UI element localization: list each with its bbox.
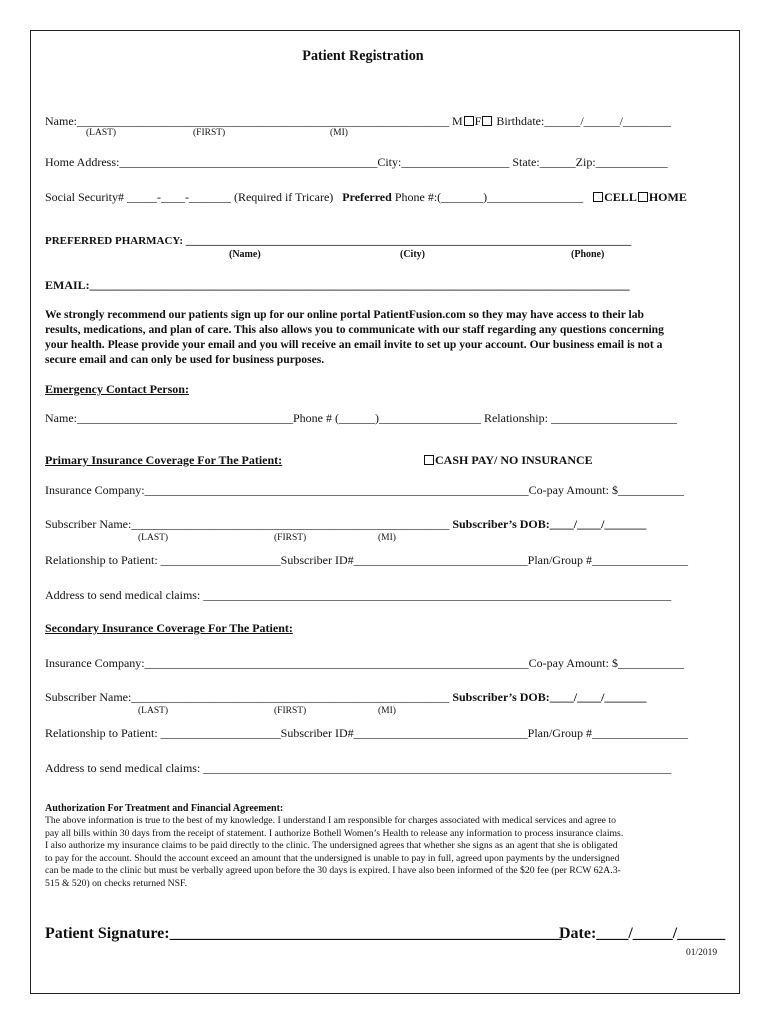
home-address-field[interactable]: Home Address:___________________________________________City:__________________ State:______Zip:____________ bbox=[45, 155, 668, 169]
portal-notice-line-3: your health. Please provide your email and you will receive an email invite to set up your account. Our business email is not a bbox=[45, 338, 663, 351]
secondary-subscriber-field[interactable]: Subscriber Name:_____________________________________________________ bbox=[45, 690, 450, 704]
female-checkbox[interactable] bbox=[482, 116, 492, 126]
preferred-label: Preferred bbox=[342, 190, 392, 204]
primary-company-field[interactable]: Insurance Company:________________________________________________________________Co-pay Amount: $___________ bbox=[45, 483, 684, 497]
primary-mi-caption: (MI) bbox=[378, 533, 396, 543]
secondary-mi-caption: (MI) bbox=[378, 706, 396, 716]
portal-notice-line-1: We strongly recommend our patients sign up for our online portal PatientFusion.com so they may have access to their lab bbox=[45, 308, 645, 321]
secondary-dob-field[interactable]: Subscriber’s DOB:____/____/_______ bbox=[449, 690, 647, 704]
primary-insurance-heading: Primary Insurance Coverage For The Patient: bbox=[45, 453, 283, 467]
ssn-field[interactable]: Social Security# _____-____-_______ (Required if Tricare) bbox=[45, 190, 334, 204]
authorization-line-5: can be made to the clinic but must be verbally agreed upon before the 30 days is expired. I have also been informed of the $20 fee (per RCW 62A.3- bbox=[45, 865, 621, 876]
primary-first-caption: (FIRST) bbox=[274, 533, 307, 543]
primary-subscriber-row[interactable] bbox=[45, 517, 646, 532]
secondary-company-field[interactable]: Insurance Company:________________________________________________________________Co-pay Amount: $___________ bbox=[45, 656, 684, 670]
home-label: HOME bbox=[648, 190, 687, 204]
phone-field[interactable]: Phone #:(_______)________________ bbox=[391, 190, 584, 204]
cash-pay-label: CASH PAY/ NO INSURANCE bbox=[435, 453, 593, 467]
emergency-contact-field[interactable]: Name:____________________________________Phone # (______)_________________ Relationship: _____________________ bbox=[45, 411, 677, 425]
patient-signature-field[interactable]: Patient Signature:_________________________________________________ bbox=[45, 925, 562, 942]
male-checkbox[interactable] bbox=[464, 116, 474, 126]
secondary-subscriber-row[interactable] bbox=[45, 690, 646, 705]
ssn-phone-row[interactable] bbox=[45, 190, 687, 205]
patient-name-field[interactable]: Name:______________________________________________________________ M bbox=[45, 114, 463, 128]
primary-subscriber-field[interactable]: Subscriber Name:_____________________________________________________ bbox=[45, 517, 450, 531]
primary-last-caption: (LAST) bbox=[138, 533, 169, 543]
emergency-heading: Emergency Contact Person: bbox=[45, 382, 189, 396]
secondary-claims-address-field[interactable]: Address to send medical claims: ______________________________________________________________________________ bbox=[45, 761, 672, 775]
birthdate-field[interactable]: Birthdate:______/______/________ bbox=[493, 114, 671, 128]
authorization-line-3: I also authorize my insurance claims to be paid directly to the clinic. The undersigned agrees that whether she signs as an agent that she is obligated bbox=[45, 840, 618, 851]
home-checkbox[interactable] bbox=[638, 192, 648, 202]
portal-notice-line-2: results, medications, and plan of care. This also allows you to communicate with our staff regarding any questions concerning bbox=[45, 323, 664, 336]
authorization-heading: Authorization For Treatment and Financial Agreement: bbox=[45, 803, 284, 814]
name-mi-caption: (MI) bbox=[330, 128, 348, 138]
female-label: F bbox=[474, 114, 482, 128]
pharmacy-name-caption: (Name) bbox=[229, 249, 261, 260]
authorization-line-1: The above information is true to the best of my knowledge. I understand I am responsible for charges associated with medical services and agree to bbox=[45, 815, 616, 826]
pharmacy-phone-caption: (Phone) bbox=[571, 249, 605, 260]
authorization-line-2: pay all bills within 30 days from the receipt of statement. I authorize Bothell Women’s Health to release any information to process insurance claims. bbox=[45, 827, 624, 839]
form-version: 01/2019 bbox=[686, 948, 718, 958]
secondary-relationship-field[interactable]: Relationship to Patient: ____________________Subscriber ID#_____________________________Plan/Group #________________ bbox=[45, 726, 688, 740]
primary-relationship-field[interactable]: Relationship to Patient: ____________________Subscriber ID#_____________________________Plan/Group #________________ bbox=[45, 553, 688, 567]
secondary-first-caption: (FIRST) bbox=[274, 706, 307, 716]
pharmacy-city-caption: (City) bbox=[400, 249, 425, 260]
page-title: Patient Registration bbox=[302, 48, 424, 64]
signature-date-field[interactable]: Date:____/_____/______ bbox=[559, 925, 726, 942]
email-field[interactable]: EMAIL:__________________________________________________________________________________________ bbox=[45, 278, 630, 292]
cash-pay-checkbox[interactable] bbox=[424, 455, 434, 465]
cell-label: CELL bbox=[604, 190, 637, 204]
cash-pay-row[interactable] bbox=[423, 453, 593, 468]
secondary-insurance-heading: Secondary Insurance Coverage For The Patient: bbox=[45, 621, 293, 635]
pharmacy-field[interactable]: PREFERRED PHARMACY: _________________________________________________________________________________ bbox=[45, 235, 632, 247]
patient-name-row[interactable] bbox=[45, 114, 671, 129]
name-last-caption: (LAST) bbox=[86, 128, 117, 138]
primary-claims-address-field[interactable]: Address to send medical claims: ______________________________________________________________________________ bbox=[45, 588, 672, 602]
authorization-line-6: 515 & 520) on checks returned NSF. bbox=[45, 877, 188, 889]
primary-dob-field[interactable]: Subscriber’s DOB:____/____/_______ bbox=[449, 517, 647, 531]
portal-notice-line-4: secure email and can only be used for business purposes. bbox=[45, 353, 325, 366]
cell-checkbox[interactable] bbox=[593, 192, 603, 202]
name-first-caption: (FIRST) bbox=[193, 128, 226, 138]
secondary-last-caption: (LAST) bbox=[138, 706, 169, 716]
authorization-line-4: to pay for the account. Should the account exceed an amount that the undersigned is unable to pay in full, agreed upon payments by the undersigned bbox=[45, 852, 620, 864]
